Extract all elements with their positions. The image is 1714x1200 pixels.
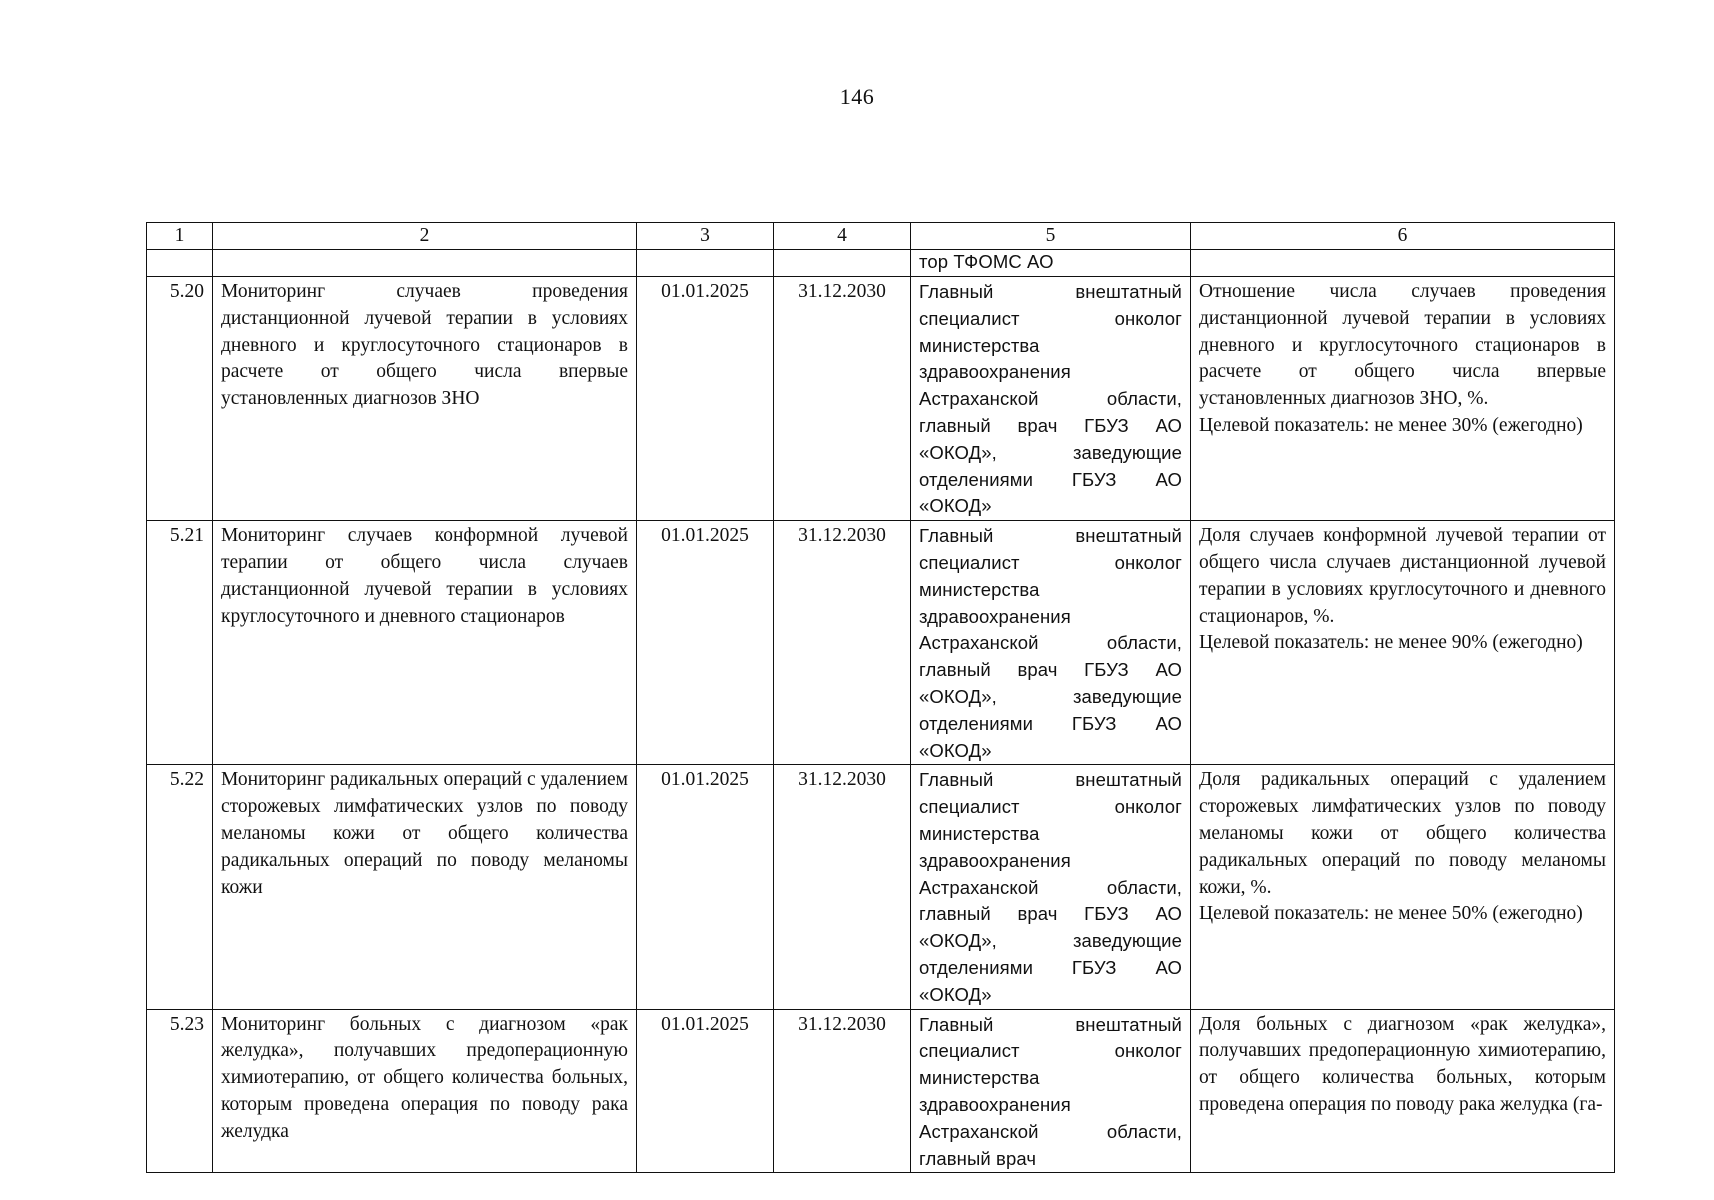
continuation-num-cell	[147, 250, 213, 277]
measure-name: Мониторинг случаев проведения дистанционной лучевой терапии в условиях дневного и круглосуточного стационаров в расчете от общего числа впервые установленных диагнозов ЗНО	[213, 277, 637, 521]
indicator-description: Доля радикальных операций с удалением сторожевых лимфатических узлов по поводу меланомы кожи от общего количества радикальных операций по поводу меланомы кожи, %.	[1199, 769, 1606, 898]
row-number: 5.20	[147, 277, 213, 521]
measure-name: Мониторинг случаев конформной лучевой терапии от общего числа случаев дистанционной лучевой терапии в условиях круглосуточного и дневного стационаров	[213, 521, 637, 765]
column-header-3: 3	[637, 223, 774, 250]
column-header-6: 6	[1191, 223, 1615, 250]
measure-name: Мониторинг радикальных операций с удалением сторожевых лимфатических узлов по поводу меланомы кожи от общего количества радикальных операций по поводу меланомы кожи	[213, 765, 637, 1009]
end-date: 31.12.2030	[774, 521, 911, 765]
table-row	[147, 277, 1615, 521]
responsible-persons: Главный внештатный специалист онколог министерства здравоохранения Астраханской области, главный врач ГБУЗ АО «ОКОД», заведующие отделениями ГБУЗ АО «ОКОД»	[911, 765, 1191, 1009]
column-number-header-row	[147, 223, 1615, 250]
end-date: 31.12.2030	[774, 1009, 911, 1173]
measures-table	[146, 222, 1615, 1173]
column-header-4: 4	[774, 223, 911, 250]
table-row	[147, 521, 1615, 765]
continuation-indicator-cell	[1191, 250, 1615, 277]
responsible-persons: Главный внештатный специалист онколог министерства здравоохранения Астраханской области, главный врач ГБУЗ АО «ОКОД», заведующие отделениями ГБУЗ АО «ОКОД»	[911, 521, 1191, 765]
measure-name: Мониторинг больных с диагнозом «рак желудка», получавших предоперационную химиотерапию, от общего количества больных, которым проведена операция по поводу рака желудка	[213, 1009, 637, 1173]
continuation-name-cell	[213, 250, 637, 277]
column-header-1: 1	[147, 223, 213, 250]
table-row	[147, 1009, 1615, 1173]
continuation-start-cell	[637, 250, 774, 277]
indicator-description: Отношение числа случаев проведения дистанционной лучевой терапии в условиях дневного и круглосуточного стационаров в расчете от общего числа впервые установленных диагнозов ЗНО, %.	[1199, 281, 1606, 410]
row-number: 5.23	[147, 1009, 213, 1173]
responsible-persons: Главный внештатный специалист онколог министерства здравоохранения Астраханской области, главный врач ГБУЗ АО «ОКОД», заведующие отделениями ГБУЗ АО «ОКОД»	[911, 277, 1191, 521]
start-date: 01.01.2025	[637, 521, 774, 765]
indicator-target: Целевой показатель: не менее 30% (ежегодно)	[1199, 414, 1583, 436]
end-date: 31.12.2030	[774, 765, 911, 1009]
start-date: 01.01.2025	[637, 277, 774, 521]
end-date: 31.12.2030	[774, 277, 911, 521]
indicator-target: Целевой показатель: не менее 90% (ежегодно)	[1199, 632, 1583, 654]
indicator-cell	[1191, 277, 1615, 521]
start-date: 01.01.2025	[637, 1009, 774, 1173]
continuation-row	[147, 250, 1615, 277]
indicator-cell	[1191, 765, 1615, 1009]
column-header-5: 5	[911, 223, 1191, 250]
table-row	[147, 765, 1615, 1009]
continuation-end-cell	[774, 250, 911, 277]
row-number: 5.21	[147, 521, 213, 765]
indicator-target: Целевой показатель: не менее 50% (ежегодно)	[1199, 903, 1583, 925]
indicator-cell	[1191, 521, 1615, 765]
row-number: 5.22	[147, 765, 213, 1009]
indicator-description: Доля случаев конформной лучевой терапии от общего числа случаев дистанционной лучевой терапии в условиях круглосуточного и дневного стационаров, %.	[1199, 525, 1606, 627]
responsible-persons: Главный внештатный специалист онколог министерства здравоохранения Астраханской области, главный врач	[911, 1009, 1191, 1173]
start-date: 01.01.2025	[637, 765, 774, 1009]
continuation-responsible-cell: тор ТФОМС АО	[911, 250, 1191, 277]
page-number: 146	[839, 84, 875, 109]
indicator-cell	[1191, 1009, 1615, 1173]
column-header-2: 2	[213, 223, 637, 250]
indicator-description: Доля больных с диагнозом «рак желудка», получавших предоперационную химиотерапию, от общего количества больных, которым проведена операция по поводу рака желудка (га-	[1199, 1013, 1606, 1115]
